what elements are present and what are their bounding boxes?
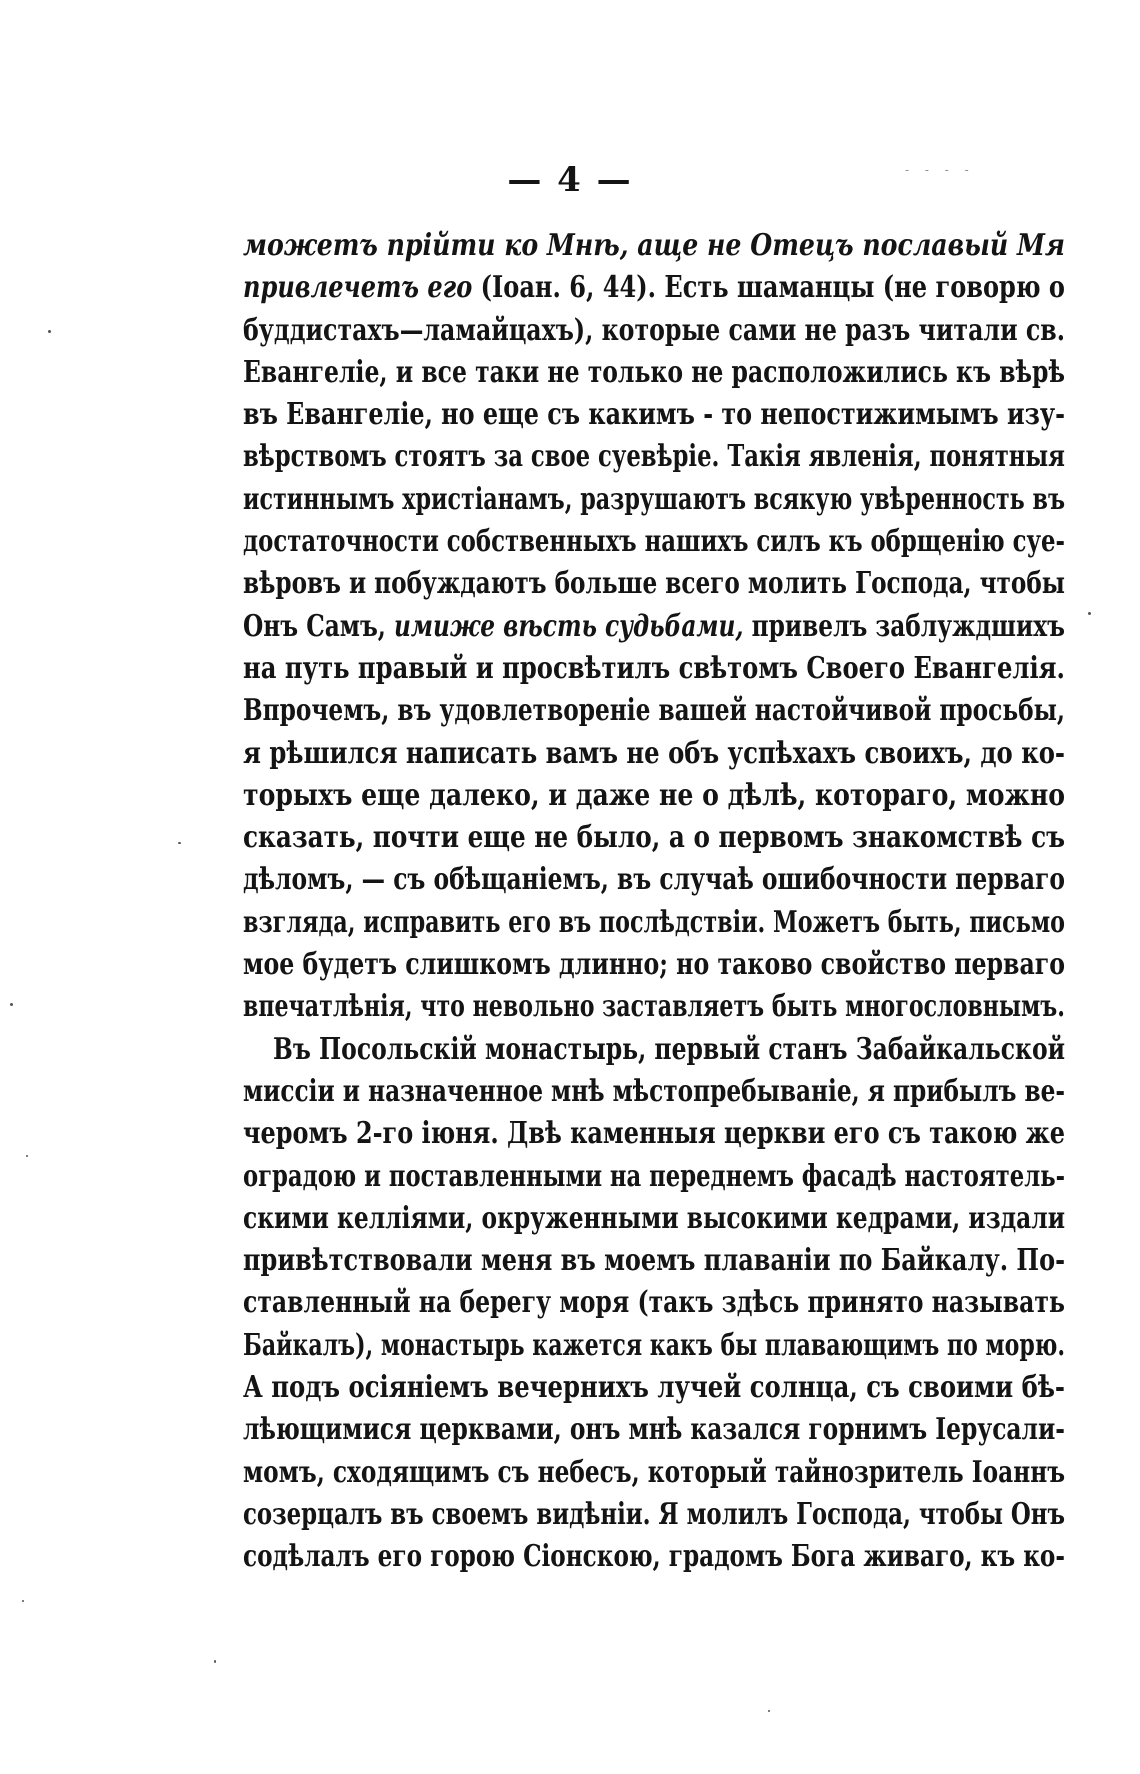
body-text [243, 224, 1065, 1578]
text-segment: достаточности собственныхъ нашихъ силъ къ обрщенію суе- [243, 523, 1065, 559]
page-number: — 4 — [507, 160, 633, 200]
text-segment: привелъ заблуждшихъ [743, 607, 1065, 643]
text-segment: ставленный на берегу моря (такъ здѣсь принято называть [243, 1284, 1065, 1320]
text-segment: А подъ осіяніемъ вечернихъ лучей солнца, съ своими бѣ- [243, 1369, 1065, 1405]
text-segment: созерцалъ въ своемъ видѣніи. Я молилъ Господа, чтобы Онъ [243, 1495, 1065, 1531]
text-segment: Впрочемъ, въ удовлетвореніе вашей настойчивой просьбы, [243, 692, 1065, 728]
text-segment: миссіи и назначенное мнѣ мѣстопребываніе, я прибылъ ве- [243, 1072, 1065, 1108]
text-line [243, 1324, 1065, 1366]
text-segment: Онъ Самъ, [243, 607, 394, 643]
text-segment: лѣющимися церквами, онъ мнѣ казался горнимъ Іерусали- [243, 1411, 1065, 1447]
text-line [243, 1366, 1065, 1408]
text-line [243, 943, 1065, 985]
text-segment: привѣтствовали меня въ моемъ плаваніи по Байкалу. По- [243, 1242, 1065, 1278]
text-segment: Байкалъ), монастырь кажется какъ бы плавающимъ по морю. [243, 1326, 1065, 1362]
text-line [243, 1155, 1065, 1197]
text-segment: мое будетъ слишкомъ длинно; но таково свойство перваго [243, 946, 1065, 982]
text-line [243, 435, 1065, 477]
text-line [243, 1451, 1065, 1493]
text-line [243, 393, 1065, 435]
scan-speck [1088, 612, 1091, 615]
text-line [243, 858, 1065, 900]
text-line [243, 1408, 1065, 1450]
text-segment: (Іоан. 6, 44). Есть шаманцы (не говорю о [472, 269, 1065, 305]
italic-text: имиже вѣсть судьбами, [393, 607, 744, 643]
text-line [243, 816, 1065, 858]
text-line [243, 562, 1065, 604]
text-line [243, 351, 1065, 393]
scan-speck [768, 1710, 770, 1712]
text-segment: я рѣшился написать вамъ не объ успѣхахъ своихъ, до ко- [243, 734, 1065, 770]
scan-speck [10, 1003, 13, 1006]
text-segment: взгляда, исправить его въ послѣдствіи. Можетъ быть, письмо [243, 903, 1065, 939]
text-line [243, 1281, 1065, 1323]
text-line [243, 1028, 1065, 1070]
text-line [243, 1493, 1065, 1535]
text-segment: впечатлѣнія, что невольно заставляетъ быть многословнымъ. [243, 988, 1065, 1024]
text-line [243, 266, 1065, 308]
text-segment: истиннымъ христіанамъ, разрушаютъ всякую увѣренность въ [243, 480, 1065, 516]
text-line [243, 478, 1065, 520]
text-line [243, 985, 1065, 1027]
header-mark: - - - - [905, 163, 975, 177]
text-line [243, 605, 1065, 647]
text-line [243, 732, 1065, 774]
italic-text: можетъ прійти ко Мнѣ, аще не Отецъ пославый Мя [243, 227, 1065, 262]
scan-speck [214, 1660, 216, 1663]
text-segment: дѣломъ, — съ обѣщаніемъ, въ случаѣ ошибочности перваго [243, 861, 1065, 897]
text-segment: вѣровъ и побуждаютъ больше всего молить Господа, чтобы [243, 565, 1065, 601]
text-line [243, 1197, 1065, 1239]
text-segment: содѣлалъ его горою Сіонскою, градомъ Бога живаго, къ ко- [243, 1538, 1065, 1574]
text-line [243, 224, 1065, 266]
text-segment: вѣрствомъ стоятъ за свое суевѣріе. Такія явленія, понятныя [243, 438, 1065, 474]
text-segment: Евангеліе, и все таки не только не расположились къ вѣрѣ [243, 353, 1065, 389]
text-segment: Въ Посольскій монастырь, первый станъ Забайкальской [273, 1030, 1065, 1066]
text-segment: момъ, сходящимъ съ небесъ, который тайнозритель Іоаннъ [243, 1453, 1065, 1489]
text-segment: торыхъ еще далеко, и даже не о дѣлѣ, котораго, можно [243, 776, 1065, 812]
text-segment: черомъ 2-го іюня. Двѣ каменныя церкви его съ такою же [243, 1115, 1065, 1151]
text-line [243, 689, 1065, 731]
text-line [243, 1239, 1065, 1281]
text-line [243, 647, 1065, 689]
text-line [243, 1535, 1065, 1577]
text-line [243, 901, 1065, 943]
scan-speck [26, 1155, 28, 1157]
text-segment: буддистахъ—ламайцахъ), которые сами не разъ читали св. [243, 311, 1065, 347]
text-line [243, 309, 1065, 351]
scan-speck [22, 1600, 24, 1602]
text-segment: въ Евангеліе, но еще съ какимъ - то непостижимымъ изу- [243, 396, 1065, 432]
italic-text: привлечетъ его [243, 269, 473, 305]
scan-speck [178, 842, 181, 844]
text-segment: скими келліями, окруженными высокими кедрами, издали [243, 1199, 1065, 1235]
scan-speck [48, 330, 51, 333]
text-segment: на путь правый и просвѣтилъ свѣтомъ Своего Евангелія. [243, 649, 1065, 685]
text-line [243, 1070, 1065, 1112]
text-line [243, 1112, 1065, 1154]
text-line [243, 774, 1065, 816]
text-line [243, 520, 1065, 562]
text-segment: сказать, почти еще не было, а о первомъ знакомствѣ съ [243, 819, 1065, 855]
text-segment: оградою и поставленными на переднемъ фасадѣ настоятель- [243, 1157, 1065, 1193]
